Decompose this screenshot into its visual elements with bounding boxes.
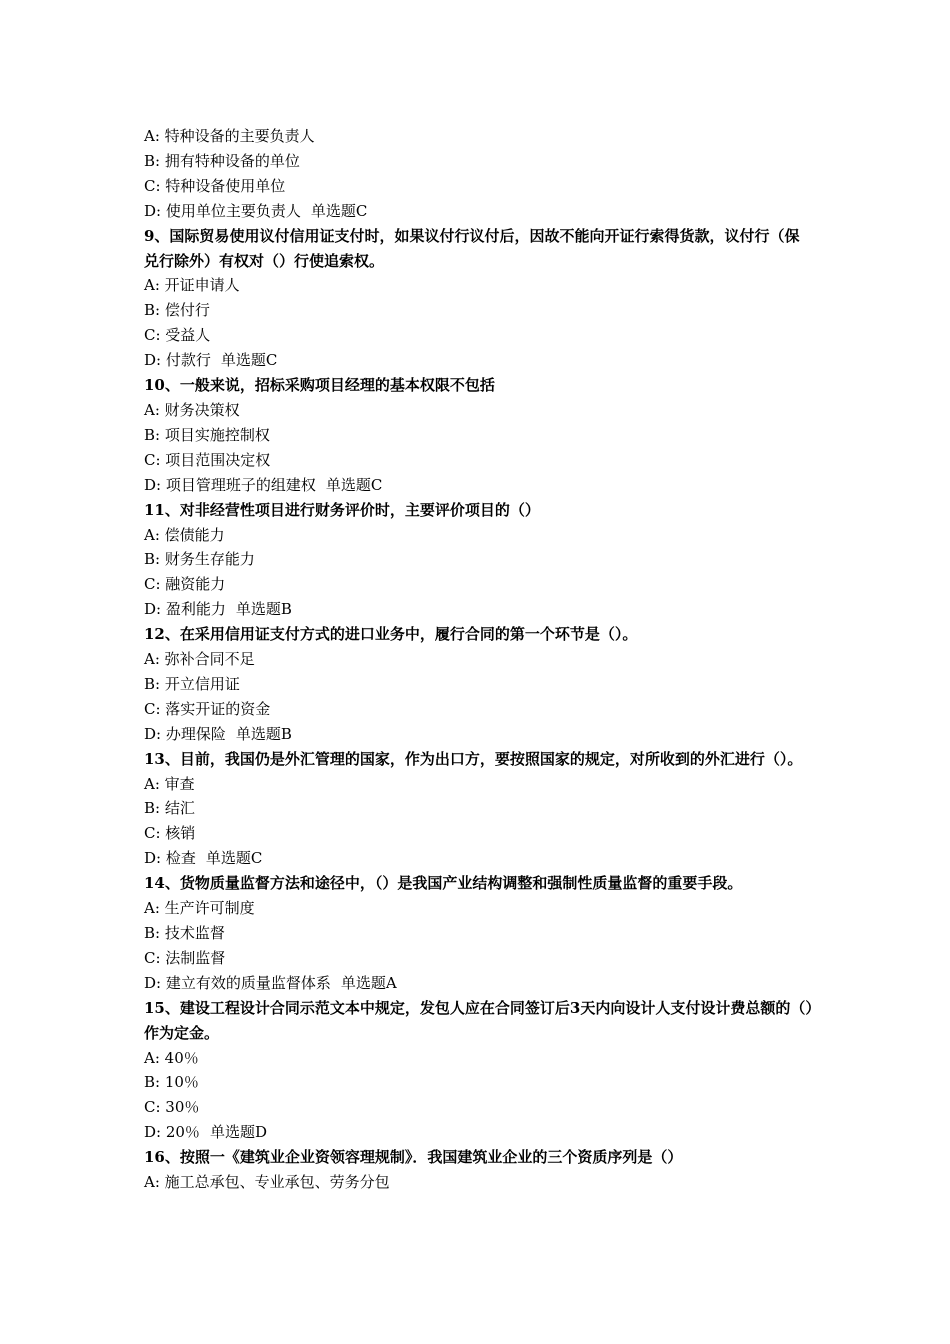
- option-text: B: 技术监督: [144, 924, 225, 942]
- option-text: D: 建立有效的质量监督体系: [144, 973, 331, 992]
- question-text: 14、货物质量监督方法和途径中，（）是我国产业结构调整和强制性质量监督的重要手段。: [144, 874, 743, 893]
- option-text: C: 项目范围决定权: [144, 450, 271, 469]
- question-type-label: 单选题: [340, 973, 386, 992]
- question-type-label: 单选题: [325, 475, 371, 494]
- option-line: [144, 921, 814, 946]
- option-text: B: 项目实施控制权: [144, 425, 270, 444]
- question-type-label: 单选题: [235, 600, 281, 619]
- option-line: [144, 672, 814, 697]
- question-block: [144, 871, 814, 996]
- option-text: B: 10％: [144, 1073, 199, 1092]
- option-text: B: 拥有特种设备的单位: [144, 151, 300, 170]
- question-text: 12、在采用信用证支付方式的进口业务中，履行合同的第一个环节是（）。: [144, 625, 638, 644]
- option-line: [144, 896, 814, 921]
- option-text: D: 检查: [144, 849, 196, 868]
- option-text: A: 特种设备的主要负责人: [144, 127, 315, 145]
- option-line: [144, 722, 814, 747]
- question-text: 15、建设工程设计合同示范文本中规定，发包人应在合同签订后3天内向设计人支付设计费总额的（）作为定金。: [144, 998, 813, 1042]
- option-line: [144, 273, 814, 298]
- option-text: A: 开证申请人: [144, 276, 240, 295]
- question-type-label: 单选题: [235, 724, 281, 743]
- option-line: [144, 348, 814, 373]
- option-text: D: 20％: [144, 1123, 200, 1142]
- option-line: [144, 174, 814, 199]
- question-text: 13、目前，我国仍是外汇管理的国家，作为出口方，要按照国家的规定，对所收到的外汇进行（）。: [144, 749, 803, 768]
- option-line: [144, 821, 814, 846]
- question-type-label: 单选题: [205, 849, 251, 868]
- answer-key: C: [250, 849, 263, 868]
- question-text: 10、一般来说，招标采购项目经理的基本权限不包括: [144, 376, 495, 395]
- option-text: D: 使用单位主要负责人: [144, 201, 301, 220]
- answer-key: C: [370, 475, 383, 494]
- option-text: B: 偿付行: [144, 301, 210, 320]
- option-line: [144, 572, 814, 597]
- option-line: [144, 124, 814, 149]
- question-block: [144, 124, 814, 224]
- answer-key: B: [280, 724, 292, 743]
- question-block: [144, 1145, 814, 1195]
- option-text: A: 偿债能力: [144, 525, 225, 544]
- option-line: [144, 1095, 814, 1120]
- option-text: B: 结汇: [144, 799, 195, 818]
- option-line: [144, 1046, 814, 1071]
- option-line: [144, 448, 814, 473]
- option-line: [144, 1170, 814, 1195]
- option-line: [144, 846, 814, 871]
- option-text: C: 特种设备使用单位: [144, 176, 286, 195]
- option-line: [144, 971, 814, 996]
- option-line: [144, 1120, 814, 1145]
- document-page: [144, 124, 814, 1195]
- option-text: C: 落实开证的资金: [144, 699, 271, 718]
- question-block: [144, 747, 814, 872]
- question-type-label: 单选题: [209, 1123, 255, 1142]
- answer-key: B: [280, 600, 292, 619]
- question-block: [144, 224, 814, 373]
- option-text: C: 核销: [144, 824, 196, 843]
- option-text: A: 40％: [144, 1048, 199, 1067]
- question-block: [144, 996, 814, 1145]
- option-text: A: 弥补合同不足: [144, 650, 255, 669]
- option-text: D: 盈利能力: [144, 600, 226, 619]
- question-text: 11、对非经营性项目进行财务评价时，主要评价项目的（）: [144, 500, 540, 519]
- option-line: [144, 946, 814, 971]
- option-line: [144, 523, 814, 548]
- option-text: A: 审查: [144, 774, 195, 793]
- question-block: [144, 498, 814, 623]
- question-type-label: 单选题: [220, 351, 266, 370]
- option-text: B: 财务生存能力: [144, 550, 255, 569]
- answer-key: D: [254, 1123, 267, 1142]
- option-line: [144, 547, 814, 572]
- answer-key: C: [265, 351, 278, 370]
- option-line: [144, 647, 814, 672]
- option-line: [144, 1070, 814, 1095]
- option-text: D: 办理保险: [144, 724, 226, 743]
- option-text: A: 生产许可制度: [144, 899, 255, 918]
- question-type-label: 单选题: [310, 201, 356, 220]
- question-block: [144, 373, 814, 498]
- option-text: D: 项目管理班子的组建权: [144, 475, 316, 494]
- option-line: [144, 697, 814, 722]
- question-text: 16、按照一《建筑业企业资领容理规制》．我国建筑业企业的三个资质序列是（）: [144, 1148, 683, 1167]
- option-text: C: 法制监督: [144, 948, 226, 967]
- option-text: C: 融资能力: [144, 575, 226, 594]
- option-line: [144, 772, 814, 797]
- option-text: A: 财务决策权: [144, 400, 240, 419]
- option-text: C: 受益人: [144, 326, 211, 345]
- option-text: B: 开立信用证: [144, 674, 240, 693]
- question-block: [144, 622, 814, 747]
- option-line: [144, 149, 814, 174]
- option-text: A: 施工总承包、专业承包、劳务分包: [144, 1173, 390, 1192]
- option-line: [144, 473, 814, 498]
- option-line: [144, 423, 814, 448]
- option-text: D: 付款行: [144, 351, 211, 370]
- option-text: C: 30％: [144, 1098, 200, 1117]
- question-text: 9、国际贸易使用议付信用证支付时，如果议付行议付后，因故不能向开证行索得货款，议付行（保兑行除外）有权对（）行使追索权。: [144, 226, 800, 270]
- option-line: [144, 323, 814, 348]
- option-line: [144, 796, 814, 821]
- option-line: [144, 597, 814, 622]
- option-line: [144, 398, 814, 423]
- option-line: [144, 199, 814, 224]
- option-line: [144, 298, 814, 323]
- answer-key: C: [355, 201, 368, 220]
- answer-key: A: [385, 973, 397, 992]
